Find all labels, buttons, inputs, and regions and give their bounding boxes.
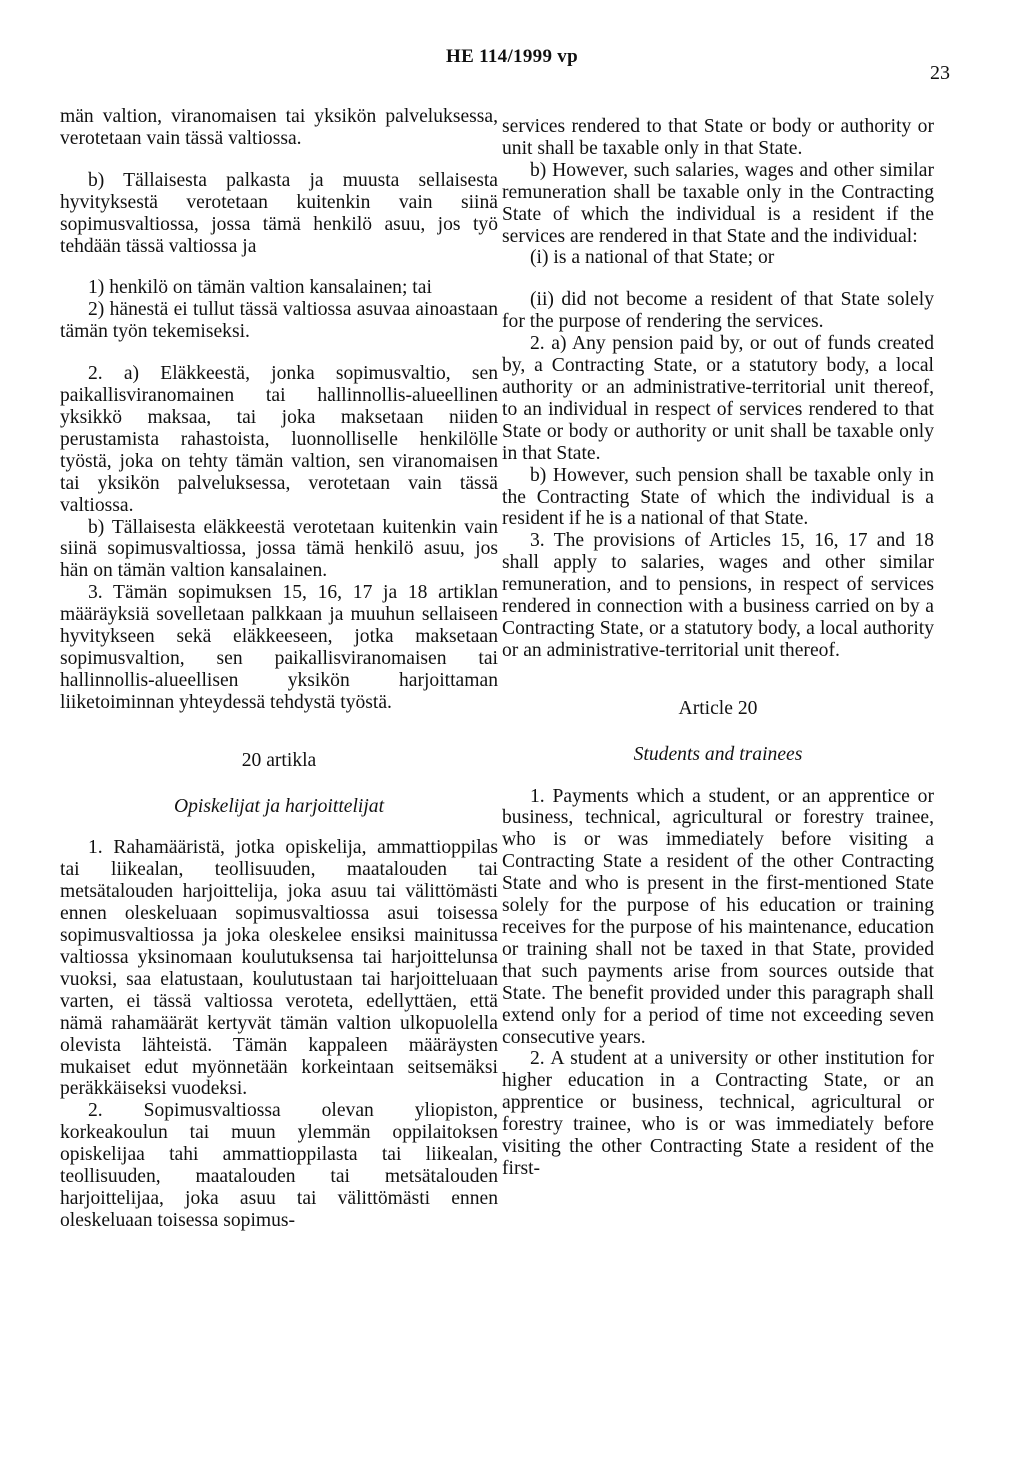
en-paragraph-9: 2. A student at a university or other institution for higher education in a Contracting State, or an apprentice or business, technical, agricultural or forestry trainee, who is or was immediately before visiting the other Contracting State a resident of the first-: [502, 1048, 934, 1179]
english-column: [502, 116, 934, 1180]
fi-paragraph-2: b) Tällaisesta palkasta ja muusta sellaisesta hyvityksestä verotetaan kuitenkin vain siinä sopimusvaltiossa, jossa tämä henkilö asuu, jos työ tehdään tässä valtiossa ja: [60, 169, 498, 257]
en-article-title: Article 20: [678, 697, 758, 719]
document-reference: HE 114/1999 vp: [446, 46, 578, 67]
fi-paragraph-1: män valtion, viranomaisen tai yksikön palveluksessa, verotetaan vain tässä valtiossa.: [60, 106, 498, 149]
page-number: 23: [930, 62, 950, 84]
en-paragraph-4: (ii) did not become a resident of that State solely for the purpose of rendering the services.: [502, 289, 934, 333]
en-paragraph-5: 2. a) Any pension paid by, or out of funds created by, a Contracting State, or a statutory body, a local authority or an administrative-territorial unit thereof, to an individual in respect of services rendered to that State or body or authority or unit shall be taxable only in that State.: [502, 333, 934, 464]
fi-paragraph-3: 1) henkilö on tämän valtion kansalainen; tai: [88, 277, 432, 299]
fi-article-subtitle: Opiskelijat ja harjoittelijat: [173, 795, 385, 817]
en-paragraph-8: 1. Payments which a student, or an apprentice or business, technical, agricultural or forestry trainee, who is or was immediately before visiting a Contracting State a resident of the other Contracting State and who is present in the first-mentioned State solely for the purpose of his education or training receives for the purpose of his maintenance, education or training shall not be taxed in that State, provided that such payments arise from sources outside that State. The benefit provided under this paragraph shall extend only for a period of time not exceeding seven consecutive years.: [502, 785, 934, 1048]
en-paragraph-3: (i) is a national of that State; or: [530, 247, 775, 269]
finnish-column: [60, 106, 498, 1232]
fi-paragraph-9: 2. Sopimusvaltiossa olevan yliopiston, korkeakoulun tai muun ylemmän oppilaitoksen opiskelijaa tahi ammattioppilasta tai liikealan, teollisuuden, maatalouden tai metsätalouden harjoittelijaa, joka asuu tai välittömästi ennen oleskeluaan toisessa sopimus-: [60, 1100, 498, 1231]
fi-paragraph-5: 2. a) Eläkkeestä, jonka sopimusvaltio, sen paikallisviranomainen tai hallinnollis-alueellinen yksikkö maksaa, tai joka maksetaan niiden perustamista rahastoista, luonnolliselle henkilölle työstä, joka on tehty tämän valtion, sen viranomaisen tai yksikön palveluksessa, verotetaan vain tässä valtiossa.: [60, 363, 498, 516]
en-paragraph-2: b) However, such salaries, wages and other similar remuneration shall be taxable only in the Contracting State of which the individual is a resident if the services are rendered in that State and the individual:: [502, 159, 934, 247]
fi-paragraph-6: b) Tällaisesta eläkkeestä verotetaan kuitenkin vain siinä sopimusvaltiossa, jossa tämä henkilö asuu, jos hän on tämän valtion kansalainen.: [60, 516, 498, 582]
fi-paragraph-8: 1. Rahamääristä, jotka opiskelija, ammattioppilas tai liikealan, teollisuuden, maatalouden tai metsätalouden harjoittelija, joka asuu tai välittömästi ennen oleskeluaan sopimusvaltiossa asui toisessa sopimusvaltiossa ja joka oleskelee ensiksi mainitussa valtiossa yksinomaan koulutuksensa tai harjoittelunsa vuoksi, saa elatustaan, koulutustaan tai harjoitteluaan varten, ei tässä valtiossa veroteta, edellyttäen, että nämä rahamäärät kertyvät tämän valtion ulkopuolella olevista lähteistä. Tämän kappaleen määräysten mukaiset edut myönnetään korkeintaan seitsemäksi peräkkäiseksi vuodeksi.: [60, 837, 498, 1100]
en-article-subtitle: Students and trainees: [633, 743, 803, 765]
en-paragraph-7: 3. The provisions of Articles 15, 16, 17 and 18 shall apply to salaries, wages and other similar remuneration, and to pensions, in respect of services rendered in connection with a business carried on by a Contracting State, or a statutory body, a local authority or an administrative-territorial unit thereof.: [502, 530, 934, 661]
en-paragraph-6: b) However, such pension shall be taxable only in the Contracting State of which the individual is a resident if he is a national of that State.: [502, 464, 934, 530]
fi-paragraph-4: 2) hänestä ei tullut tässä valtiossa asuvaa ainoastaan tämän työn tekemiseksi.: [60, 299, 498, 343]
en-paragraph-1: services rendered to that State or body or authority or unit shall be taxable only in that State.: [502, 116, 934, 159]
fi-paragraph-7: 3. Tämän sopimuksen 15, 16, 17 ja 18 artiklan määräyksiä sovelletaan palkkaan ja muuhun sellaiseen hyvitykseen sekä eläkkeeseen, jotka maksetaan sopimusvaltion, sen paikallisviranomaisen tai hallinnollis-alueellisen yksikön harjoittaman liiketoiminnan yhteydessä tehdystä työstä.: [60, 582, 498, 713]
fi-article-title: 20 artikla: [241, 749, 317, 771]
